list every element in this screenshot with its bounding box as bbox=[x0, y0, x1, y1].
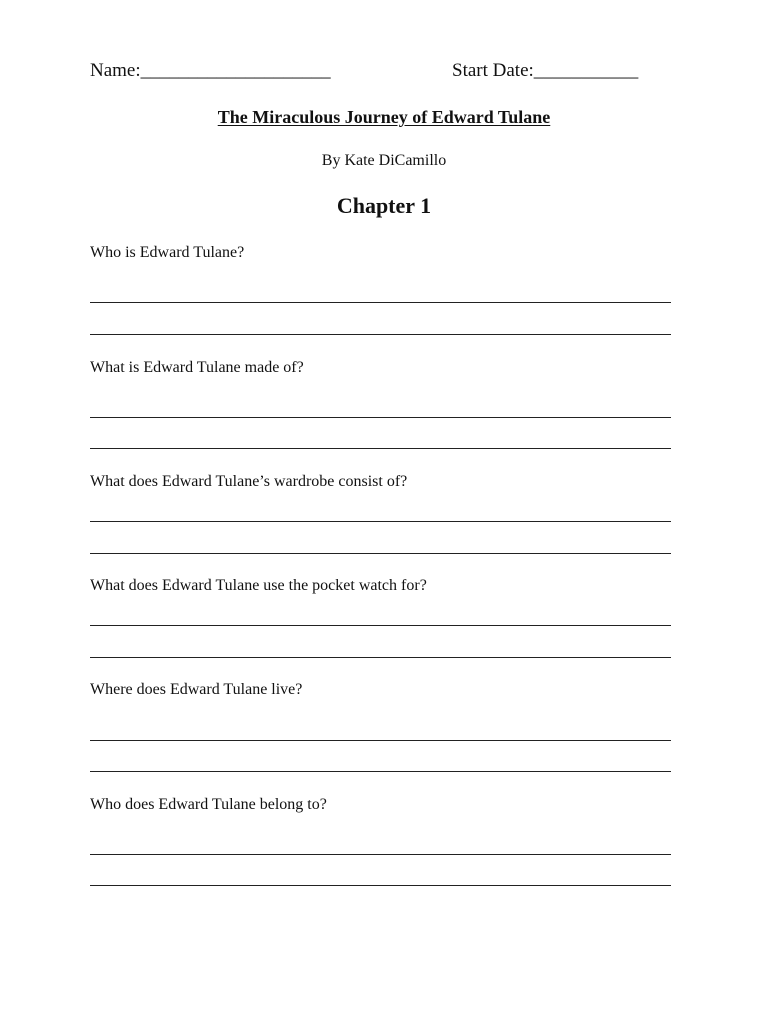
answer-line-4a[interactable] bbox=[90, 625, 671, 626]
book-title: The Miraculous Journey of Edward Tulane bbox=[217, 107, 551, 127]
chapter-heading: Chapter 1 bbox=[336, 193, 432, 218]
question-3: What does Edward Tulane’s wardrobe consist of? bbox=[90, 473, 408, 490]
answer-line-1a[interactable] bbox=[90, 302, 671, 303]
answer-line-4b[interactable] bbox=[90, 657, 671, 658]
answer-line-6b[interactable] bbox=[90, 885, 671, 886]
answer-line-6a[interactable] bbox=[90, 854, 671, 855]
answer-line-3b[interactable] bbox=[90, 553, 671, 554]
answer-line-5a[interactable] bbox=[90, 740, 671, 741]
answer-line-5b[interactable] bbox=[90, 771, 671, 772]
answer-line-2b[interactable] bbox=[90, 448, 671, 449]
start-date-field[interactable]: Start Date:___________ bbox=[452, 60, 639, 81]
answer-line-2a[interactable] bbox=[90, 417, 671, 418]
answer-line-3a[interactable] bbox=[90, 521, 671, 522]
question-6: Who does Edward Tulane belong to? bbox=[90, 796, 327, 813]
answer-line-1b[interactable] bbox=[90, 334, 671, 335]
question-1: Who is Edward Tulane? bbox=[90, 244, 245, 261]
question-4: What does Edward Tulane use the pocket watch for? bbox=[90, 577, 427, 594]
question-5: Where does Edward Tulane live? bbox=[90, 681, 303, 698]
question-2: What is Edward Tulane made of? bbox=[90, 359, 304, 376]
name-field[interactable]: Name:____________________ bbox=[90, 60, 331, 81]
author-line: By Kate DiCamillo bbox=[321, 152, 447, 169]
